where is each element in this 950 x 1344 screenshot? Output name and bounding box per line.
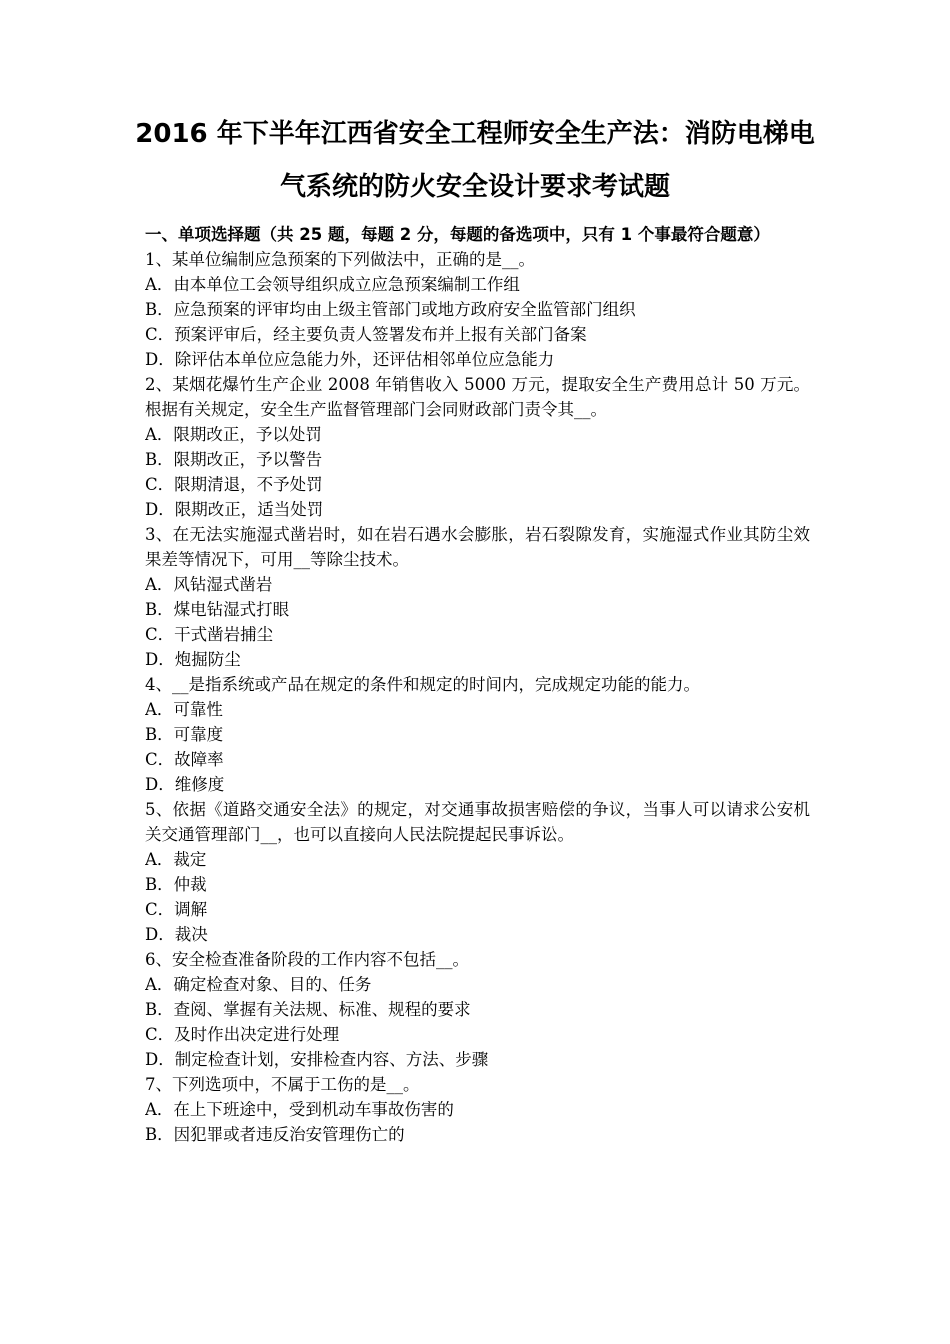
option-b: B．限期改正，予以警告 (145, 450, 323, 469)
option-d: D．炮掘防尘 (145, 650, 241, 669)
question-2 (145, 372, 810, 522)
option-b: B．仲裁 (145, 875, 207, 894)
option-b: B．可靠度 (145, 725, 224, 744)
option-d: D．制定检查计划，安排检查内容、方法、步骤 (145, 1050, 489, 1069)
option-c: C．调解 (145, 900, 208, 919)
option-a: A．可靠性 (145, 700, 223, 719)
option-c: C．故障率 (145, 750, 224, 769)
option-d: D．裁决 (145, 925, 208, 944)
option-a: A．裁定 (145, 850, 207, 869)
question-4 (145, 672, 810, 797)
option-b: B．应急预案的评审均由上级主管部门或地方政府安全监管部门组织 (145, 300, 636, 319)
question-text: 7、下列选项中，不属于工伤的是__。 (145, 1075, 420, 1094)
option-d: D．除评估本单位应急能力外，还评估相邻单位应急能力 (145, 350, 555, 369)
option-b: B．煤电钻湿式打眼 (145, 600, 290, 619)
option-c: C．干式凿岩捕尘 (145, 625, 274, 644)
option-c: C．预案评审后，经主要负责人签署发布并上报有关部门备案 (145, 325, 587, 344)
question-text: 5、依据《道路交通安全法》的规定，对交通事故损害赔偿的争议，当事人可以请求公安机关交通管理部门__，也可以直接向人民法院提起民事诉讼。 (145, 800, 810, 844)
option-a: A．风钻湿式凿岩 (145, 575, 273, 594)
question-text: 3、在无法实施湿式凿岩时，如在岩石遇水会膨胀，岩石裂隙发育，实施湿式作业其防尘效果差等情况下，可用__等除尘技术。 (145, 525, 810, 569)
question-7 (145, 1072, 810, 1147)
option-a: A．由本单位工会领导组织成立应急预案编制工作组 (145, 275, 520, 294)
option-a: A．限期改正，予以处罚 (145, 425, 322, 444)
document-body (145, 222, 810, 1147)
document-title-line-2: 气系统的防火安全设计要求考试题 (279, 172, 670, 202)
question-5 (145, 797, 810, 947)
question-text: 4、__是指系统或产品在规定的条件和规定的时间内，完成规定功能的能力。 (145, 675, 700, 694)
section-heading: 一、单项选择题（共 25 题，每题 2 分，每题的备选项中，只有 1 个事最符合题意） (145, 225, 770, 244)
option-a: A．确定检查对象、目的、任务 (145, 975, 372, 994)
question-text: 2、某烟花爆竹生产企业 2008 年销售收入 5000 万元，提取安全生产费用总计 50 万元。根据有关规定，安全生产监督管理部门会同财政部门责令其__。 (145, 375, 810, 419)
document-title-line-1: 2016 年下半年江西省安全工程师安全生产法：消防电梯电 (135, 119, 815, 149)
option-b: B．因犯罪或者违反治安管理伤亡的 (145, 1125, 405, 1144)
option-b: B．查阅、掌握有关法规、标准、规程的要求 (145, 1000, 471, 1019)
question-1 (145, 247, 810, 372)
question-text: 6、安全检查准备阶段的工作内容不包括__。 (145, 950, 469, 969)
option-c: C．及时作出决定进行处理 (145, 1025, 340, 1044)
option-d: D．限期改正，适当处罚 (145, 500, 324, 519)
question-6 (145, 947, 810, 1072)
option-a: A．在上下班途中，受到机动车事故伤害的 (145, 1100, 454, 1119)
option-d: D．维修度 (145, 775, 225, 794)
question-text: 1、某单位编制应急预案的下列做法中，正确的是__。 (145, 250, 535, 269)
option-c: C．限期清退，不予处罚 (145, 475, 323, 494)
question-3 (145, 522, 810, 672)
